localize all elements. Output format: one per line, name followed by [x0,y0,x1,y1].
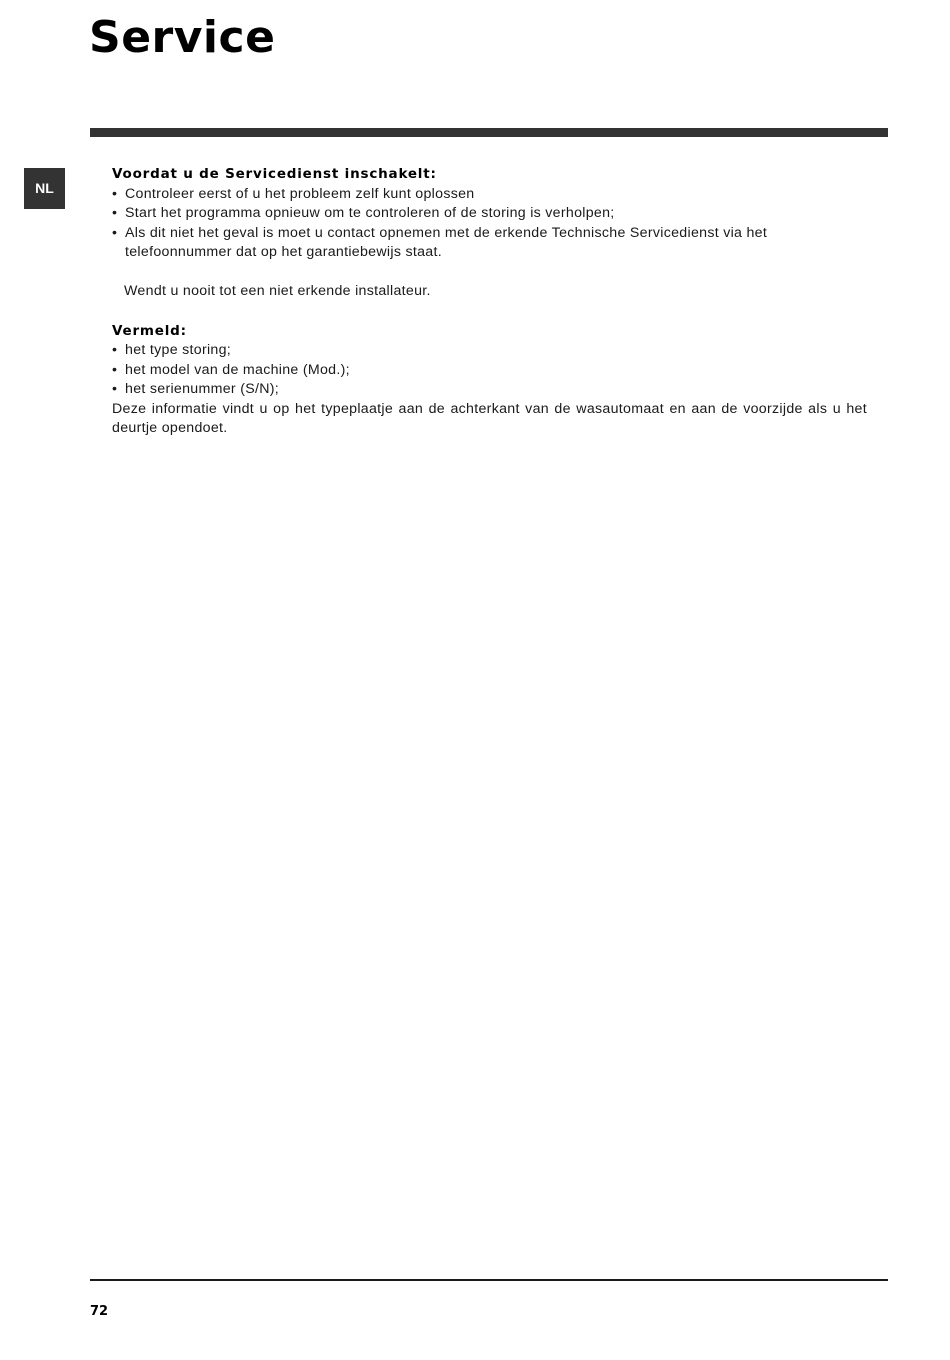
typeplate-info-paragraph: Deze informatie vindt u op het typeplaatje aan de achterkant van de wasautomaat en aan de voorzijde als u het deurtje opendoet. [112,400,867,436]
list-item-text: Start het programma opnieuw om te controleren of de storing is verholpen; [125,205,615,221]
bullet-icon: • [112,361,118,378]
page-title: Service [89,12,276,63]
bullet-icon: • [112,185,118,202]
list-item [112,361,867,381]
list-item [112,224,867,263]
service-content [112,165,867,439]
list-item [112,380,867,400]
list-item-text: het model van de machine (Mod.); [125,361,350,378]
bullet-icon: • [112,381,118,397]
checklist-before-service [112,185,867,263]
list-item-text: het type storing; [125,342,232,358]
page-number: 72 [90,1304,109,1319]
bullet-icon: • [112,205,118,221]
bullet-icon: • [112,224,118,241]
header-divider [90,128,888,137]
language-tab: NL [24,168,65,209]
section-heading-mention: Vermeld: [112,322,187,339]
installer-warning: Wendt u nooit tot een niet erkende installateur. [124,283,431,299]
bullet-icon: • [112,342,118,358]
footer-divider [90,1279,888,1281]
list-item-text: Als dit niet het geval is moet u contact opnemen met de erkende Technische Servicedienst via het telefoonnummer dat op het garantiebewijs staat. [125,224,768,260]
info-to-mention-list [112,341,867,400]
list-item-text: Controleer eerst of u het probleem zelf kunt oplossen [125,185,475,202]
list-item [112,204,867,224]
section-heading-before-service: Voordat u de Servicedienst inschakelt: [112,166,437,182]
list-item-text: het serienummer (S/N); [125,381,280,397]
list-item [112,185,867,205]
list-item [112,341,867,361]
